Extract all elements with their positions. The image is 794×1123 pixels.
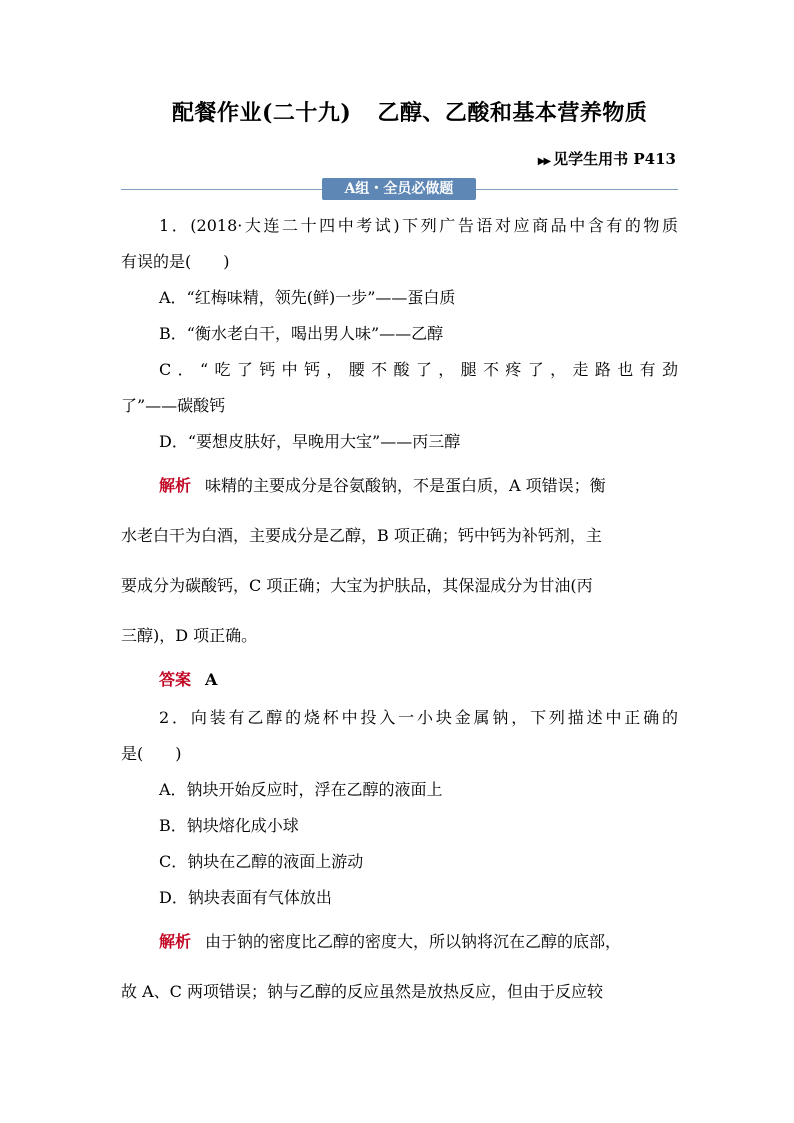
q2-stem-line1: 2．向装有乙醇的烧杯中投入一小块金属钠，下列描述中正确的	[159, 708, 678, 727]
book-reference	[538, 148, 676, 169]
q1-answer-label: 答案	[159, 670, 192, 689]
q2-option-a: A．钠块开始反应时，浮在乙醇的液面上	[159, 780, 443, 799]
q2-analysis	[121, 918, 678, 966]
question-1	[121, 208, 678, 460]
q2-option-c: C．钠块在乙醇的液面上游动	[159, 852, 364, 871]
q2-analysis-line2: 故 A、C 两项错误；钠与乙醇的反应虽然是放热反应，但由于反应较	[121, 982, 603, 1001]
q1-option-b: B．“衡水老白干，喝出男人味”——乙醇	[159, 324, 444, 343]
q1-option-d: D．“要想皮肤好，早晚用大宝”——丙三醇	[159, 432, 461, 451]
book-reference-text: 见学生用书 P413	[553, 150, 676, 168]
q1-analysis	[121, 462, 678, 510]
q1-option-a: A．“红梅味精，领先(鲜)一步”——蛋白质	[159, 288, 456, 307]
group-badge: A组・全员必做题	[322, 178, 476, 200]
q2-analysis-label: 解析	[159, 932, 192, 951]
title-part1: 配餐作业(二十九)	[172, 100, 352, 126]
question-2	[121, 700, 678, 916]
q1-analysis-label: 解析	[159, 476, 192, 495]
q2-analysis-line1: 由于钠的密度比乙醇的密度大，所以钠将沉在乙醇的底部，	[205, 932, 622, 951]
q2-option-b: B．钠块熔化成小球	[159, 816, 299, 835]
title-part2: 乙醇、乙酸和基本营养物质	[377, 100, 648, 126]
q1-analysis-line2: 水老白干为白酒，主要成分是乙醇，B 项正确；钙中钙为补钙剂，主	[121, 526, 602, 545]
q1-option-c-cont: 了”——碳酸钙	[121, 396, 226, 415]
q2-stem-line2: 是( )	[121, 744, 182, 763]
page-title	[172, 96, 647, 127]
q1-option-c: C．“吃了钙中钙，腰不酸了，腿不疼了，走路也有劲	[159, 360, 678, 379]
q1-analysis-line1: 味精的主要成分是谷氨酸钠，不是蛋白质，A 项错误；衡	[205, 476, 606, 495]
q2-option-d: D．钠块表面有气体放出	[159, 888, 332, 907]
q1-answer-value: A	[205, 670, 218, 689]
double-arrow-icon: ▶▶	[537, 156, 550, 167]
q1-analysis-line4: 三醇)，D 项正确。	[121, 626, 258, 645]
q1-answer	[121, 660, 678, 700]
q1-stem-line2: 有误的是( )	[121, 252, 230, 271]
content	[121, 208, 678, 1016]
q1-analysis-line3: 要成分为碳酸钙，C 项正确；大宝为护肤品，其保湿成分为甘油(丙	[121, 576, 593, 595]
q1-stem-line1: 1．(2018·大连二十四中考试)下列广告语对应商品中含有的物质	[159, 216, 678, 235]
